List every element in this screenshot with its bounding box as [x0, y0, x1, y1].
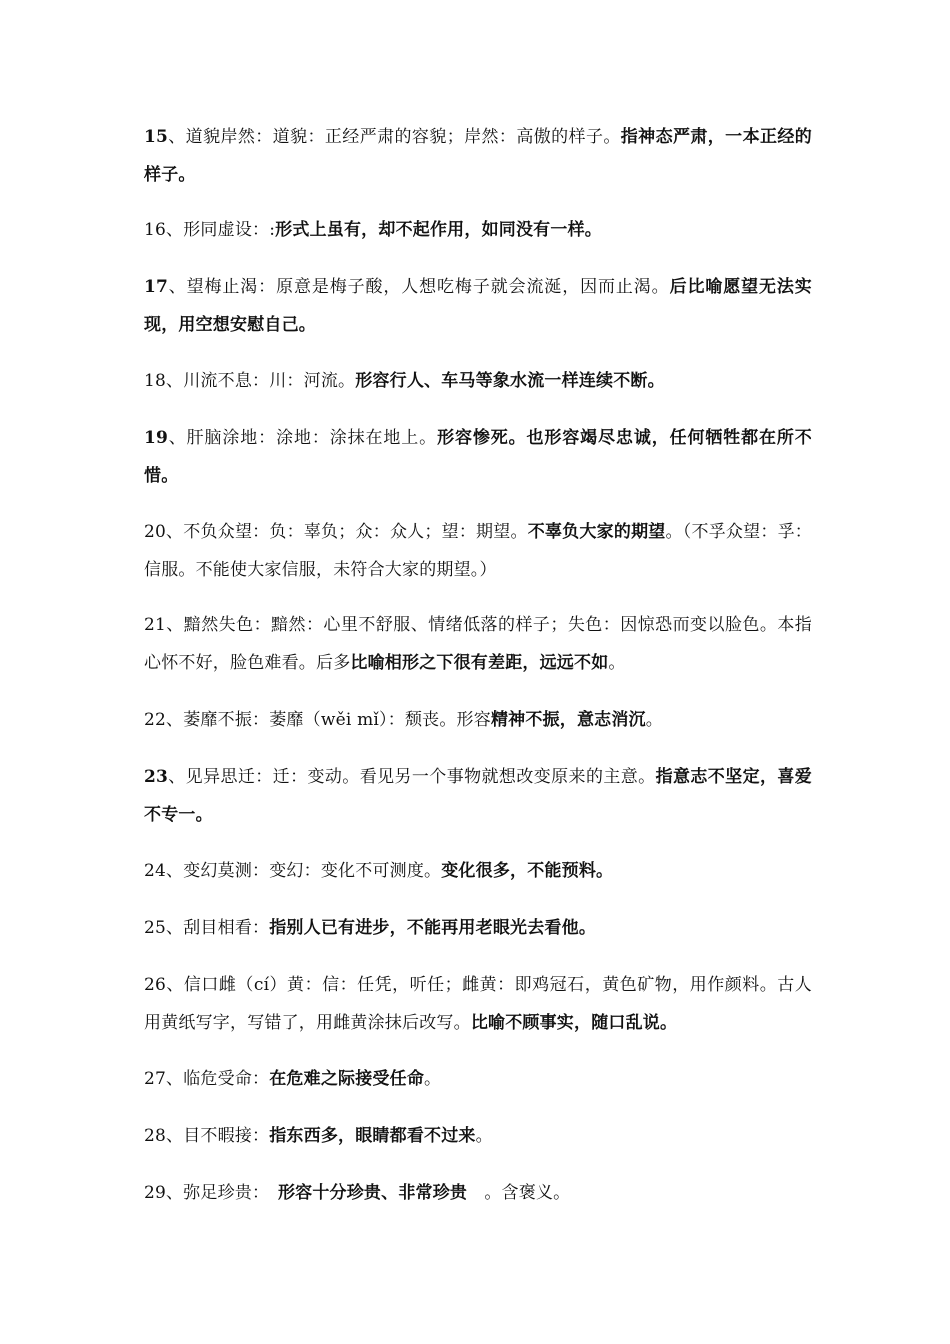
entry-27: 27、临危受命：在危难之际接受任命。 — [144, 1069, 442, 1089]
entry-18: 18、川流不息：川：河流。形容行人、车马等象水流一样连续不断。 — [144, 371, 665, 391]
entry-21: 21、黯然失色：黯然：心里不舒服、情绪低落的样子；失色：因惊恐而变以脸色。本指心怀不好，脸色难看。后多比喻相形之下很有差距，远远不如。 — [144, 615, 812, 673]
entry-25: 25、刮目相看：指别人已有进步，不能再用老眼光去看他。 — [144, 918, 597, 938]
entry-17: 17、望梅止渴：原意是梅子酸，人想吃梅子就会流涎，因而止渴。后比喻愿望无法实现，用空想安慰自己。 — [144, 277, 812, 335]
entry-24: 24、变幻莫测：变幻：变化不可测度。变化很多，不能预料。 — [144, 861, 614, 881]
entry-22: 22、萎靡不振：萎靡（wěi mǐ）：颓丧。形容精神不振，意志消沉。 — [144, 710, 663, 730]
entry-19: 19、肝脑涂地：涂地：涂抹在地上。形容惨死。也形容竭尽忠诚，任何牺牲都在所不惜。 — [144, 428, 813, 486]
entry-29: 29、弥足珍贵： 形容十分珍贵、非常珍贵 。含褒义。 — [144, 1183, 571, 1203]
entry-16: 16、形同虚设：:形式上虽有，却不起作用，如同没有一样。 — [144, 220, 602, 240]
entry-26: 26、信口雌（cí）黄：信：任凭，听任；雌黄：即鸡冠石，黄色矿物，用作颜料。古人用黄纸写字，写错了，用雌黄涂抹后改写。比喻不顾事实，随口乱说。 — [144, 975, 812, 1033]
entry-23: 23、见异思迁：迁：变动。看见另一个事物就想改变原来的主意。指意志不坚定，喜爱不专一。 — [144, 767, 812, 825]
entry-15: 15、道貌岸然：道貌：正经严肃的容貌；岸然：高傲的样子。指神态严肃，一本正经的样子。 — [144, 127, 813, 185]
entry-28: 28、目不暇接：指东西多，眼睛都看不过来。 — [144, 1126, 493, 1146]
entry-20: 20、不负众望：负：辜负；众：众人；望：期望。不辜负大家的期望。（不孚众望：孚：信服。不能使大家信服，未符合大家的期望。） — [144, 522, 812, 580]
